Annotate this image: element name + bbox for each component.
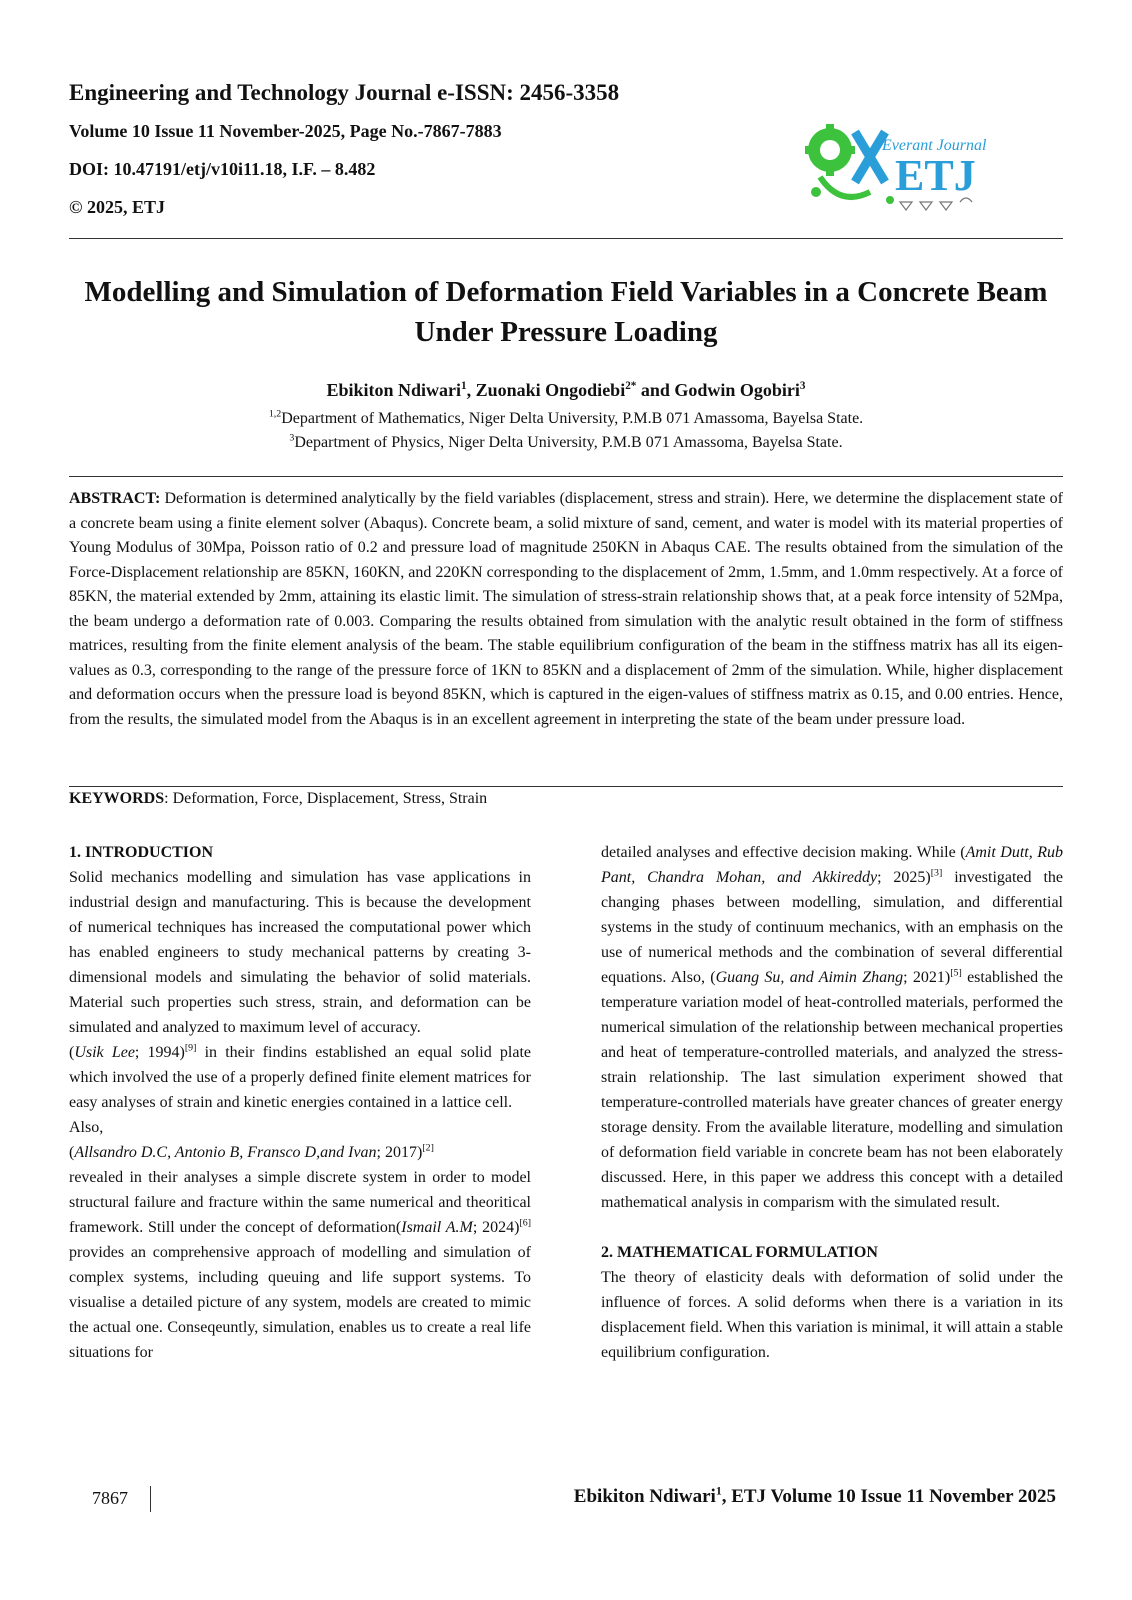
abstract-label: ABSTRACT: <box>69 490 161 507</box>
citation-year: ; 2021) <box>903 969 951 986</box>
footer-divider <box>150 1486 151 1512</box>
paragraph: The theory of elasticity deals with deformation of solid under the influence of forces. A solid deforms when there is a variation in its displacement field. When this variation is minimal, it will attain a stable equilibrium configuration. <box>601 1269 1063 1361</box>
left-column <box>69 840 531 1365</box>
abstract-top-rule <box>69 476 1063 477</box>
paragraph: Solid mechanics modelling and simulation has vase applications in industrial design and manufacturing. This is because the development of numerical techniques has increased the computational power which has enabled engineers to study mechanical patterns by creating 3-dimensional models and simulating the behavior of solid materials. Material such properties such stress, strain, and deformation can be simulated and analyzed to maximum level of accuracy. <box>69 869 531 1036</box>
citation-year: ; 2024) <box>472 1219 520 1236</box>
page-number: 7867 <box>92 1488 128 1508</box>
citation-ref: [3] <box>930 867 943 879</box>
citation-year: ; 2025) <box>877 869 931 886</box>
citation-author: Usik Lee <box>74 1044 135 1061</box>
right-column <box>601 840 1063 1365</box>
running-author: Ebikiton Ndiwari <box>573 1486 716 1507</box>
paragraph-text: revealed in their analyses a simple discrete system in order to model structural failure and fracture within the same numerical and theoritical framework. Still under the concept of deformation( <box>69 1169 531 1236</box>
citation-bracket: ( <box>69 1044 75 1061</box>
abstract <box>69 487 1063 732</box>
author-mark: 3 <box>799 380 806 392</box>
citation-year: ; 1994) <box>134 1044 185 1061</box>
affiliation-text: Department of Physics, Niger Delta University, P.M.B 071 Amassoma, Bayelsa State. <box>294 434 843 451</box>
paragraph-gap <box>601 1215 1063 1240</box>
running-footer <box>574 1486 1056 1508</box>
affiliation-text: Department of Mathematics, Niger Delta University, P.M.B 071 Amassoma, Bayelsa State. <box>281 410 864 427</box>
citation-ref: [5] <box>950 967 962 979</box>
author-mark: 2* <box>625 380 637 392</box>
affiliation-1 <box>69 410 1063 428</box>
section-heading-introduction: 1. INTRODUCTION <box>69 844 214 861</box>
citation-author: Ismail A.M <box>401 1219 473 1236</box>
abstract-text: Deformation is determined analytically by the field variables (displacement, stress and strain). Here, we determine the displacement state of a concrete beam using a finite element solver (Abaqus). Concrete beam, a solid mixture of sand, cement, and water is model with its material properties of Young Modulus of 30Mpa, Poisson ratio of 0.2 and pressure load of magnitude 250KN in Abaqus CAE. The results obtained from the simulation of the Force-Displacement relationship are 85KN, 160KN, and 220KN corresponding to the displacement of 2mm, 1.5mm, and 1.0mm respectively. At a force of 85KN, the material extended by 2mm, attaining its elastic limit. The simulation of stress-strain relationship shows that, at a peak force intensity of 52Mpa, the beam undergo a deformation rate of 0.003. Comparing the results obtained from simulation with the analytic result obtained in the form of stiffness matrices, resulting from the finite element analysis of the beam. The stable equilibrium configuration of the beam in the stiffness matrix has all its eigen-values as 0.3, corresponding to the range of the pressure force of 1KN to 85KN and a displacement of 2mm of the simulation. While, higher displacement and deformation occurs when the pressure load is beyond 85KN, which is captured in the eigen-values of stiffness matrix as 0.15, and 0.00 entries. Hence, from the results, the simulated model from the Abaqus is in an excellent agreement in interpreting the state of the beam under pressure load. <box>69 490 1063 728</box>
paragraph <box>601 840 1063 1215</box>
paragraph <box>69 1040 531 1115</box>
header-rule <box>69 238 1063 239</box>
journal-header <box>69 80 619 234</box>
author-name: Zuonaki Ongodiebi <box>475 380 626 400</box>
paragraph <box>69 1140 531 1365</box>
citation-ref: [2] <box>422 1142 434 1154</box>
volume-info: Volume 10 Issue 11 November-2025, Page No.-7867-7883 <box>69 121 502 141</box>
paragraph-text: detailed analyses and effective decision making. While ( <box>601 844 966 861</box>
citation-ref: [6] <box>519 1217 532 1229</box>
abstract-bottom-rule <box>69 786 1063 787</box>
author-name: Godwin Ogobiri <box>674 380 800 400</box>
doi-info: DOI: 10.47191/etj/v10i11.18, I.F. – 8.482 <box>69 159 376 179</box>
copyright: © 2025, ETJ <box>69 197 165 217</box>
citation-bracket: ( <box>69 1144 75 1161</box>
logo-subtitle: Everant Journal <box>882 137 987 154</box>
keywords <box>69 790 487 808</box>
citation-author: Guang Su, and Aimin Zhang <box>715 969 904 986</box>
running-info: , ETJ Volume 10 Issue 11 November 2025 <box>721 1486 1056 1507</box>
affiliation-2 <box>69 434 1063 452</box>
journal-name: Engineering and Technology Journal e-ISSN: 2456-3358 <box>69 80 620 105</box>
author-separator: , <box>466 380 476 400</box>
paragraph-text: provides an comprehensive approach of modelling and simulation of complex systems, including queuing and life support systems. To visualise a detailed picture of any system, models are created to mimic the actual one. Conseqeuntly, simulation, enables us to create a real life situations for <box>69 1244 531 1361</box>
etj-logo <box>800 112 1020 222</box>
keywords-text: : Deformation, Force, Displacement, Stress, Strain <box>164 790 488 807</box>
paragraph-text: in their findins established an equal solid plate which involved the use of a properly defined finite element matrices for easy analyses of strain and kinetic energies contained in a lattice cell. <box>69 1044 531 1111</box>
author-name: Ebikiton Ndiwari <box>326 380 462 400</box>
keywords-label: KEYWORDS <box>69 790 165 807</box>
author-separator: and <box>636 380 675 400</box>
citation-author: Amit Dutt, Rub Pant, Chandra Mohan, and Akkireddy <box>601 844 1063 886</box>
citation-ref: [9] <box>184 1042 197 1054</box>
author-mark: 1 <box>461 380 467 392</box>
citation-author: Allsandro D.C, Antonio B, Fransco D,and Ivan <box>74 1144 377 1161</box>
affiliation-mark: 1,2 <box>268 408 282 420</box>
paper-title: Modelling and Simulation of Deformation Field Variables in a Concrete Beam Under Pressure Loading <box>84 276 1048 348</box>
paragraph: Also, <box>69 1119 104 1136</box>
section-heading-formulation: 2. MATHEMATICAL FORMULATION <box>601 1244 878 1261</box>
citation-year: ; 2017) <box>376 1144 423 1161</box>
running-mark: 1 <box>715 1484 722 1498</box>
paragraph-text: established the temperature variation model of heat-controlled materials, performed the numerical simulation of the relationship between mechanical properties and heat of temperature-controlled materials, and analyzed the stress-strain relationship. The last simulation experiment showed that temperature-controlled materials have greater chances of greater energy storage density. From the available literature, modelling and simulation of deformation field variable in concrete beam has not been elaborately discussed. Here, in this paper we address this concept with a detailed mathematical analysis in comparism with the simulated result. <box>601 969 1064 1211</box>
author-list <box>69 380 1063 401</box>
affiliation-mark: 3 <box>289 432 295 444</box>
logo-title: ETJ <box>895 151 976 200</box>
paragraph-text: investigated the changing phases between modelling, simulation, and differential systems in the study of continuum mechanics, with an emphasis on the use of numerical methods and the combination of several differential equations. Also, ( <box>601 869 1063 986</box>
